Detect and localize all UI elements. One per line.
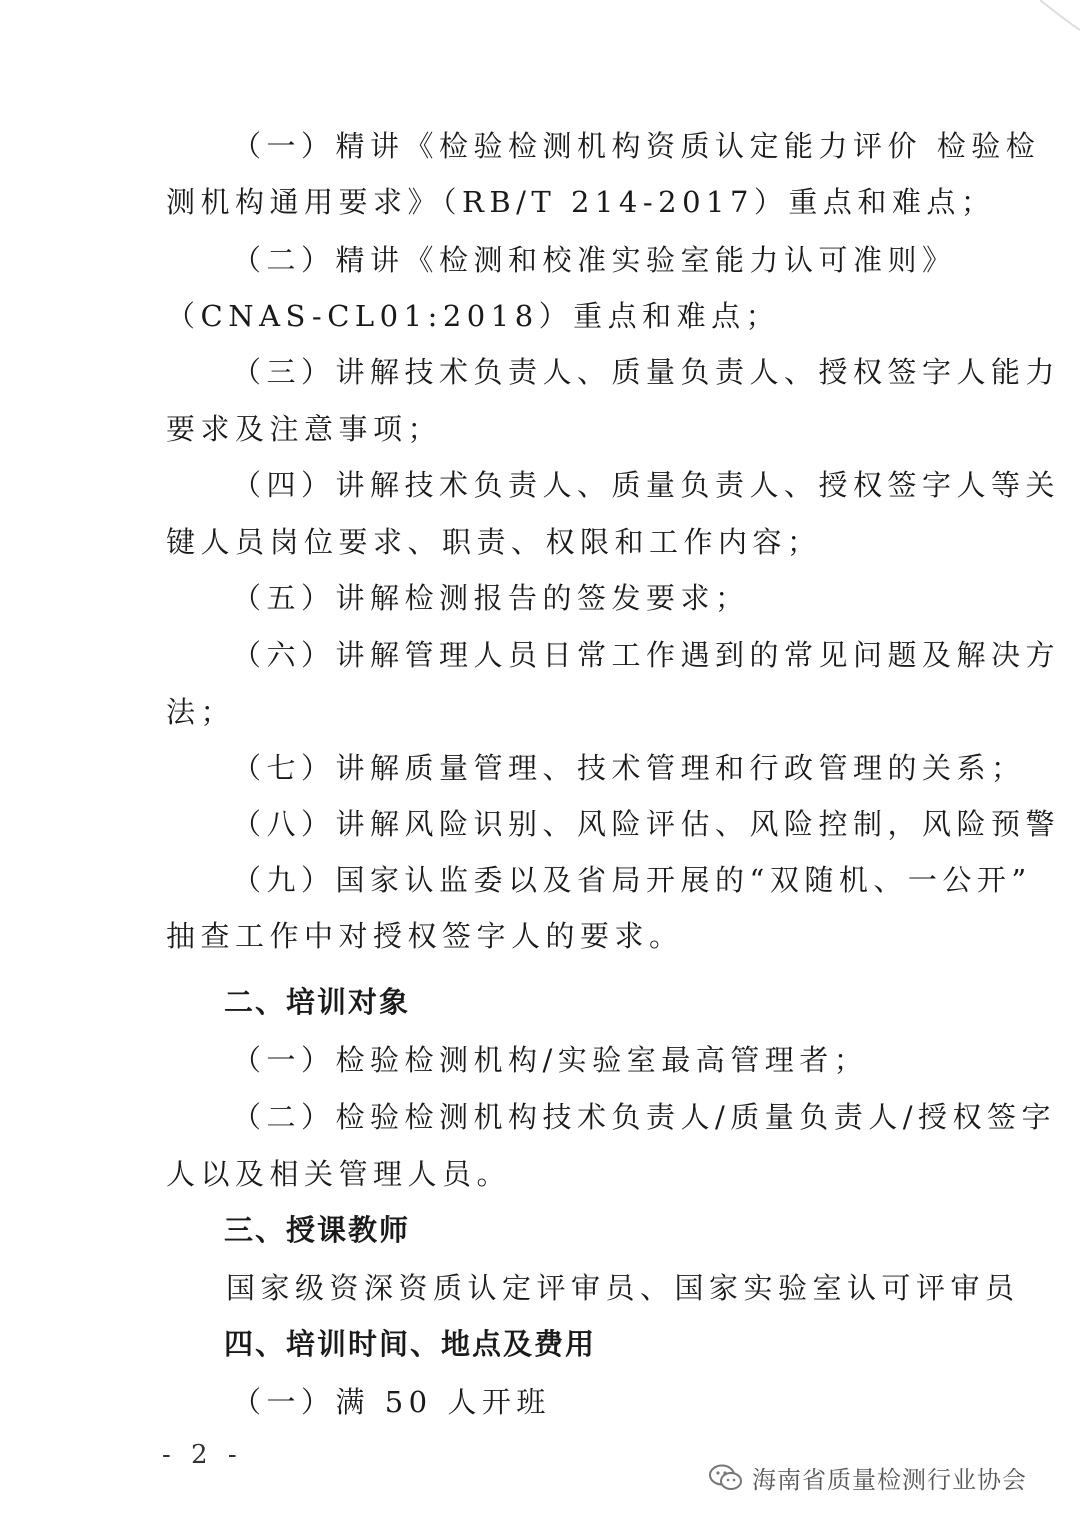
item-2-line-1: （二）精讲《检测和校准实验室能力认可准则》 (232, 243, 957, 277)
item-4-line-2: 键人员岗位要求、职责、权限和工作内容； (166, 525, 822, 559)
section-2-line-3: 人以及相关管理人员。 (166, 1157, 512, 1191)
section-2-heading: 二、培训对象 (224, 985, 411, 1019)
page-number: - 2 - (162, 1440, 243, 1470)
item-9-line-1: （九）国家认监委以及省局开展的“双随机、一公开” (232, 863, 1032, 897)
item-2-line-2: （CNAS-CL01:2018）重点和难点； (166, 299, 781, 333)
watermark (708, 1460, 1027, 1495)
item-3-line-2: 要求及注意事项； (166, 412, 443, 446)
wechat-icon (708, 1463, 744, 1493)
item-6-line-2: 法； (166, 695, 236, 729)
item-6-line-1: （六）讲解管理人员日常工作遇到的常见问题及解决方 (232, 638, 1061, 672)
item-8-line-1: （八）讲解风险识别、风险评估、风险控制，风险预警 (232, 807, 1061, 841)
section-2-line-2: （二）检验检测机构技术负责人/质量负责人/授权签字 (232, 1100, 1057, 1134)
section-4-line-1: （一）满 50 人开班 (232, 1385, 551, 1419)
watermark-text: 海南省质量检测行业协会 (752, 1466, 1027, 1494)
item-1-line-2: 测机构通用要求》（RB/T 214-2017）重点和难点； (166, 185, 996, 219)
item-7-line-1: （七）讲解质量管理、技术管理和行政管理的关系； (232, 751, 1026, 785)
item-5-line-1: （五）讲解检测报告的签发要求； (232, 581, 750, 615)
section-2-line-1: （一）检验检测机构/实验室最高管理者； (232, 1043, 869, 1077)
section-3-heading: 三、授课教师 (224, 1213, 411, 1247)
item-3-line-1: （三）讲解技术负责人、质量负责人、授权签字人能力 (232, 355, 1061, 389)
item-1-line-1: （一）精讲《检验检测机构资质认定能力评价 检验检 (232, 129, 1041, 163)
item-9-line-2: 抽查工作中对授权签字人的要求。 (166, 919, 684, 953)
section-3-line-1: 国家级资深资质认定评审员、国家实验室认可评审员 (226, 1271, 1020, 1305)
section-4-heading: 四、培训时间、地点及费用 (224, 1327, 597, 1361)
item-4-line-1: （四）讲解技术负责人、质量负责人、授权签字人等关 (232, 468, 1061, 502)
page-corner-fold (1020, 0, 1080, 60)
